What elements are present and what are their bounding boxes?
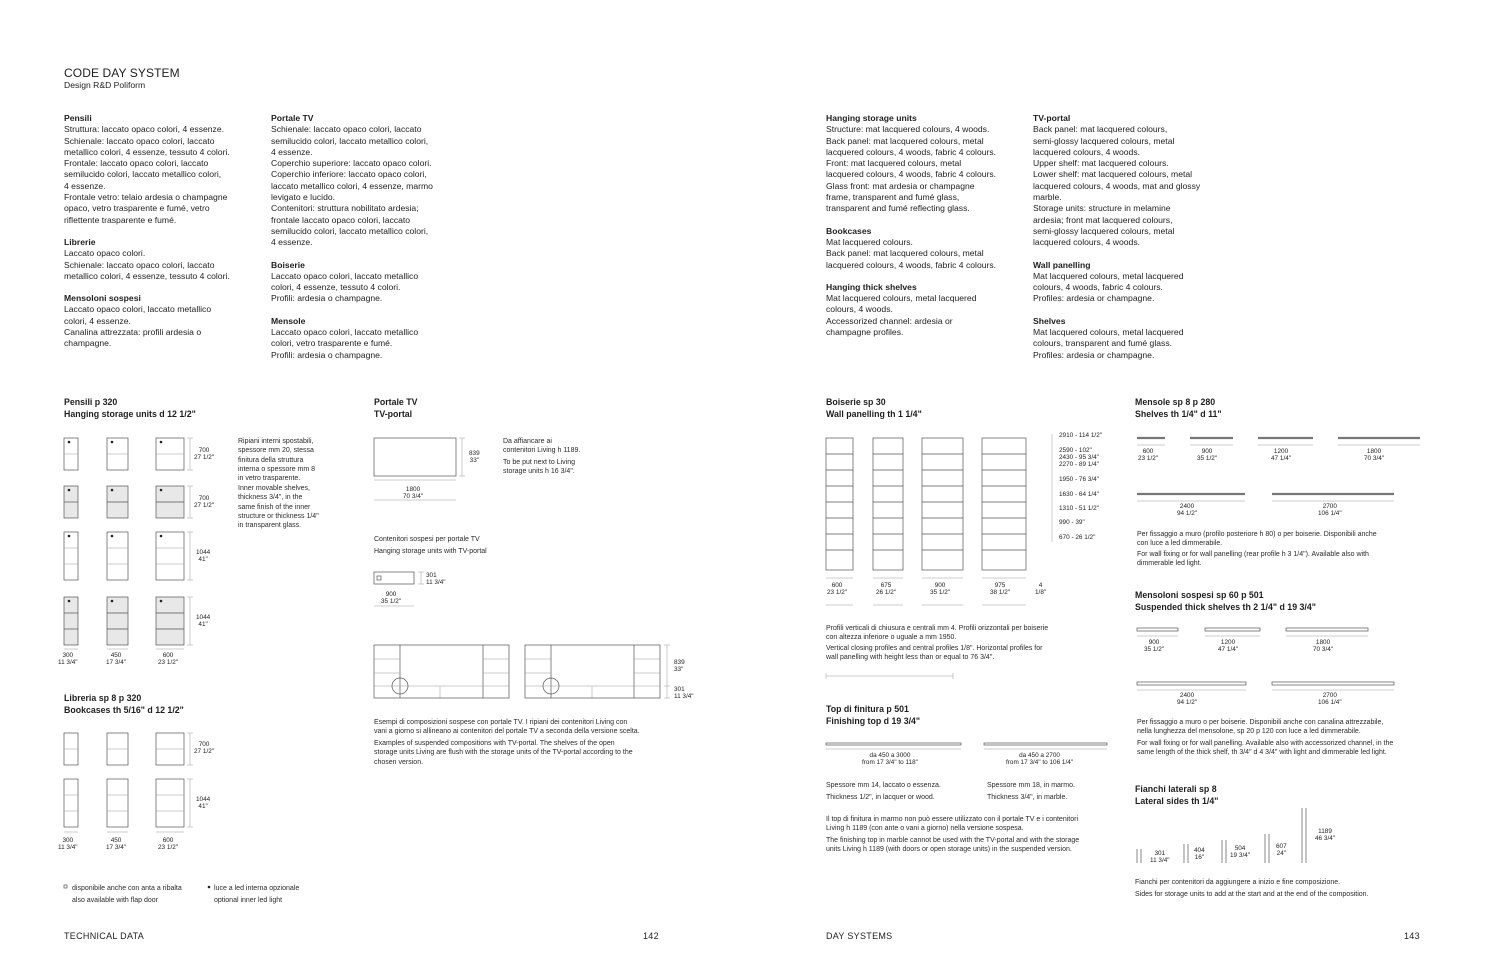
dim-label: 900 35 1/2" (1197, 448, 1218, 463)
boiserie-note-it: Profili verticali di chiusura e centrali mm 4. Profili orizzontali per boiserie con altezza inferiore o uguale a mm 1950. (826, 625, 1049, 642)
dim-label: 900 35 1/2" (930, 582, 951, 597)
dim-label: 1044 41" (196, 796, 211, 811)
dim-label: da 450 a 3000 from 17 3/4" to 118" (862, 752, 918, 767)
dim-label: 1200 47 1/4" (1271, 448, 1292, 463)
dim-label: 301 11 3/4" (426, 572, 446, 587)
dim-label: 300 11 3/4" (58, 652, 78, 667)
height-label: 670 - 26 1/2" (1059, 534, 1096, 541)
legend-led-en: optional inner led light (214, 897, 283, 904)
mensole-title: Mensole sp 8 p 280 Shelves th 1/4" d 11" (1135, 397, 1222, 419)
fianchi-title: Fianchi laterali sp 8 Lateral sides th 1/4" (1135, 784, 1219, 806)
mensoloni-note-it: Per fissaggio a muro o per boiserie. Disponibili anche con canalina attrezzabile, nella lunghezza del mensolone, sp 20 p 120 con luce a led dimmerabile. (1137, 719, 1384, 736)
portale-note-it: Da affiancare ai contenitori Living h 1189. (503, 438, 581, 455)
dim-label: 1044 41" (196, 549, 211, 564)
dim-label: 2400 94 1/2" (1177, 692, 1198, 707)
dim-label: 675 26 1/2" (876, 582, 897, 597)
spec-block: Mensoloni sospesi Laccato opaco colori, laccato metallico colori, 4 essenze. Canalina attrezzata: profili ardesia o champagne. (64, 293, 212, 349)
height-label: 2590 - 102" (1059, 447, 1092, 454)
dim-label: 450 17 3/4" (106, 837, 127, 852)
dim-label: 700 27 1/2" (194, 495, 215, 510)
dim-label: 4 1/8" (1035, 582, 1047, 597)
dim-label: 600 23 1/2" (158, 837, 179, 852)
dim-label: 839 33" (469, 450, 480, 465)
height-label: 990 - 39" (1059, 519, 1085, 526)
libreria-title: Libreria sp 8 p 320 Bookcases th 5/16" d 12 1/2" (64, 693, 184, 715)
page-subtitle: Design R&D Poliform (64, 80, 146, 90)
height-label: 1950 - 76 3/4" (1059, 476, 1099, 483)
dim-label: 700 27 1/2" (194, 741, 215, 756)
footer-right-label: DAY SYSTEMS (826, 931, 893, 941)
dim-label: 2400 94 1/2" (1177, 503, 1198, 518)
top-note-it: Il top di finitura in marmo non può essere utilizzato con il portale TV e i contenitori Living h 1189 (con ante o vani a giorno) nella versione sospesa. (826, 816, 1078, 833)
examples-it: Esempi di composizioni sospese con portale TV. I ripiani dei contenitori Living con vani a giorno si allineano ai contenitori del portale TV a seconda della versione scelta. (374, 719, 640, 736)
dim-label: 1800 70 3/4" (1364, 448, 1385, 463)
page-title: CODE DAY SYSTEM (64, 66, 180, 80)
top-s1: Spessore mm 14, laccato o essenza. (826, 782, 941, 789)
dim-label: 1800 70 3/4" (403, 486, 424, 501)
dim-label: 2700 106 1/4" (1318, 692, 1342, 707)
dim-label: 1044 41" (196, 614, 211, 629)
pensili-title: Pensili p 320 Hanging storage units d 12 1/2" (64, 397, 196, 419)
legend-flap-en: also available with flap door (72, 897, 158, 904)
top-note-en: The finishing top in marble cannot be used with the TV-portal and with the storage units Living h 1189 (with doors or open storage units) in the suspended version. (826, 837, 1080, 854)
spec-block: TV-portal Back panel: mat lacquered colours, semi-glossy lacquered colours, metal lacquered colours, 4 woods. Upper shelf: mat lacquered colours. Lower shelf: mat lacquered colours, metal lacquered colours, 4 woods, mat and glossy marble. Storage units: structure in melamine ardesia; front mat lacquered colours, semi-glossy lacquered colours, metal lacquered colours, 4 woods. (1033, 113, 1201, 248)
pensili-note-en: Inner movable shelves, thickness 3/4", in the same finish of the inner structure or thickness 1/4" in transparent glass. (238, 485, 319, 530)
dim-label: 504 19 3/4" (1230, 845, 1251, 860)
spec-block: Mensole Laccato opaco colori, laccato metallico colori, vetro trasparente e fumé. Profili: ardesia o champagne. (271, 315, 419, 360)
mensoloni-note-en: For wall fixing or for wall panelling. Available also with accessorized channel, in the same length of the thick shelf, th 3/4" d 4 3/4" with light and dimmerable led light. (1137, 740, 1394, 757)
dim-label: 301 11 3/4" (674, 686, 694, 701)
dim-label: 607 24" (1276, 843, 1287, 858)
footer-left-label: TECHNICAL DATA (64, 931, 145, 941)
mensole-note-en: For wall fixing or for wall panelling (rear profile h 3 1/4"). Available also with dimmerable led light. (1137, 551, 1369, 568)
dim-label: 600 23 1/2" (1138, 448, 1159, 463)
portale-note-en: To be put next to Living storage units h 16 3/4". (503, 459, 575, 476)
spec-block: Portale TV Schienale: laccato opaco colori, laccato semilucido colori, laccato metallico colori, 4 essenze. Coperchio superiore: laccato opaco colori. Coperchio inferiore: laccato opaco colori, laccato metallico colori, 4 essenze, marmo levigato e lucido. Contenitori: struttura nobilitato ardesia; frontale laccato opaco colori, laccato semilucido colori, laccato metallico colori, 4 essenze. (271, 113, 433, 248)
legend-flap-it: disponibile anche con anta a ribalta (72, 885, 182, 892)
height-label: 2270 - 89 1/4" (1059, 461, 1099, 468)
mensoloni-title: Mensoloni sospesi sp 60 p 501 Suspended thick shelves th 2 1/4" d 19 3/4" (1135, 590, 1316, 612)
spec-block: Pensili Struttura: laccato opaco colori, 4 essenze. Schienale: laccato opaco colori, laccato metallico colori, 4 essenze, tessuto 4 colori. Frontale: laccato opaco colori, laccato semilucido colori, laccato metallico colori, 4 essenze. Frontale vetro: telaio ardesia o champagne opaco, vetro trasparente e fumé, vetro riflettente trasparente e fumé. (64, 113, 230, 225)
dim-label: 404 16" (1194, 847, 1205, 862)
dim-label: 1800 70 3/4" (1313, 639, 1334, 654)
spec-block: Bookcases Mat lacquered colours. Back panel: mat lacquered colours, metal lacquered colours, 4 woods, fabric 4 colours. (826, 225, 997, 270)
spec-block: Shelves Mat lacquered colours, metal lacquered colours, transparent and fumé glass. Profiles: ardesia or champagne. (1033, 315, 1184, 360)
fianchi-note-it: Fianchi per contenitori da aggiungere a inizio e fine composizione. (1135, 879, 1341, 886)
contenitori-it: Contenitori sospesi per portale TV (374, 536, 480, 543)
dim-label: 1189 46 3/4" (1315, 828, 1336, 843)
pensili-note-it: Ripiani interni spostabili, spessore mm 20, stessa finitura della struttura interna o spessore mm 8 in vetro trasparente. (238, 438, 316, 483)
spec-block: Hanging storage units Structure: mat lacquered colours, 4 woods. Back panel: mat lacquered colours, metal lacquered colours, 4 woods, fabric 4 colours. Front: mat lacquered colours, metal lacquered colours, 4 woods, fabric 4 colours. Glass front: mat ardesia or champagne frame, transparent and fumé glass, transparent and fumé reflecting glass. (826, 113, 997, 214)
dim-label: 301 11 3/4" (1150, 850, 1170, 865)
height-label: 2430 - 95 3/4" (1059, 454, 1099, 461)
top-title: Top di finitura p 501 Finishing top d 19 3/4" (826, 704, 921, 726)
page-number-left: 142 (643, 931, 659, 941)
dim-label: 300 11 3/4" (58, 837, 78, 852)
top-s2-en: Thickness 3/4", in marble. (987, 794, 1068, 801)
dim-label: 600 23 1/2" (158, 652, 179, 667)
dim-label: 600 23 1/2" (827, 582, 848, 597)
height-label: 1630 - 64 1/4" (1059, 491, 1099, 498)
examples-en: Examples of suspended compositions with TV-portal. The shelves of the open storage units Living are flush with the storage units of the TV-portal according to the chosen version. (374, 740, 633, 766)
dim-label: 975 38 1/2" (990, 582, 1011, 597)
dim-label: da 450 a 2700 from 17 3/4" to 106 1/4" (1006, 752, 1074, 767)
top-s2: Spessore mm 18, in marmo. (987, 782, 1075, 789)
dim-label: 700 27 1/2" (194, 447, 215, 462)
dim-label: 839 33" (674, 659, 685, 674)
dim-label: 450 17 3/4" (106, 652, 127, 667)
dim-label: 900 35 1/2" (381, 591, 402, 606)
legend-led-it: luce a led interna opzionale (214, 885, 300, 892)
page-number-right: 143 (1404, 931, 1420, 941)
dim-label: 2700 106 1/4" (1318, 503, 1342, 518)
height-label: 1310 - 51 1/2" (1059, 505, 1099, 512)
contenitori-en: Hanging storage units with TV-portal (374, 548, 487, 555)
dim-label: 1200 47 1/4" (1218, 639, 1239, 654)
top-s1-en: Thickness 1/2", in lacquer or wood. (826, 794, 935, 801)
spec-block: Wall panelling Mat lacquered colours, metal lacquered colours, 4 woods, fabric 4 colours. Profiles: ardesia or champagne. (1033, 259, 1184, 304)
boiserie-note-en: Vertical closing profiles and central profiles 1/8". Horizontal profiles for wall panelling with height less than or equal to 76 3/4". (826, 645, 1043, 662)
boiserie-title: Boiserie sp 30 Wall panelling th 1 1/4" (826, 397, 922, 419)
portale-title: Portale TV TV-portal (374, 397, 418, 419)
dim-label: 900 35 1/2" (1144, 639, 1165, 654)
spec-block: Boiserie Laccato opaco colori, laccato metallico colori, 4 essenze, tessuto 4 colori. Profili: ardesia o champagne. (271, 259, 419, 304)
fianchi-note-en: Sides for storage units to add at the start and at the end of the composition. (1135, 891, 1369, 898)
spec-block: Hanging thick shelves Mat lacquered colours, metal lacquered colours, 4 woods. Accessorized channel: ardesia or champagne profiles. (826, 281, 977, 338)
spec-block: Librerie Laccato opaco colori. Schienale: laccato opaco colori, laccato metallico colori, 4 essenze, tessuto 4 colori. (64, 236, 230, 281)
mensole-note-it: Per fissaggio a muro (profilo posteriore h 80) o per boiserie. Disponibili anche con luce a led dimmerabile. (1137, 531, 1377, 548)
height-label: 2910 - 114 1/2" (1059, 432, 1103, 439)
